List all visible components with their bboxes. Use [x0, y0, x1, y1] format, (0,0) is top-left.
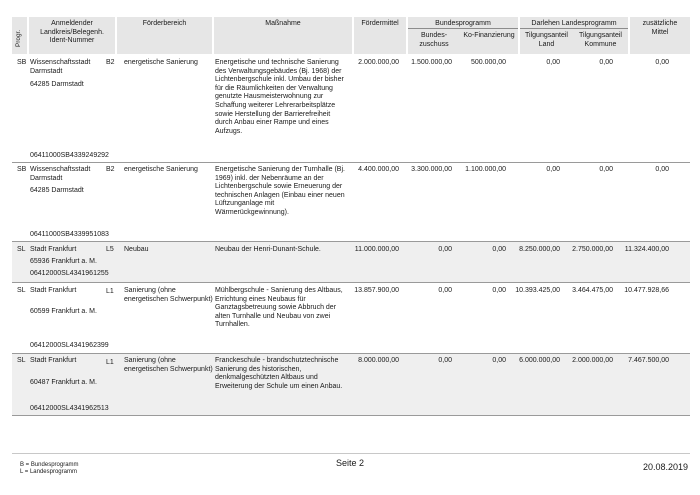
row-measure: Energetische Sanierung der Turnhalle (Bj. 1969) inkl. der Nebenräume an der Lichtenbergschule sowie Erneuerung der technischen Anlagen (Einbau einer neuen Lüftzunganlage mit Wärmerückgewinnung). [215, 166, 345, 216]
row-measure: Energetische und technische Sanierung des Verwaltungsgebäudes (Bj. 1968) der Lichtenbergschule inkl. Umbau der bisher für die Räumlichkeiten der Verwaltung genutzte Hausmeisterwohnung zur Schaffung weiterer Lehrerarbeitsplätze sowie Herstellung der Barrierefreiheit durch Anbau einer Rampe und eines Aufzugs. [215, 59, 344, 135]
header-additional: zusätzliche Mittel [630, 17, 690, 54]
row-federal-grant: 3.300.000,00 [411, 166, 452, 173]
header-applicant: Anmeldender Landkreis/Belegenh. Ident-Nummer [29, 17, 115, 54]
row-code: L5 [106, 246, 114, 253]
table-row [12, 163, 690, 242]
row-area: energetische Sanierung [124, 59, 198, 66]
row-repay-municipality: 0,00 [599, 59, 613, 66]
row-funding: 4.400.000,00 [358, 166, 399, 173]
row-name: Stadt Frankfurt [30, 287, 77, 294]
row-program: SB [17, 59, 27, 66]
row-federal-grant: 0,00 [438, 357, 452, 364]
row-co-financing: 0,00 [492, 287, 506, 294]
header-program: Progr. [12, 17, 27, 54]
row-repay-municipality: 2.750.000,00 [572, 246, 613, 253]
row-repay-state: 10.393.425,00 [515, 287, 560, 294]
row-program: SL [17, 357, 26, 364]
row-code: B2 [106, 166, 115, 173]
row-funding: 13.857.900,00 [354, 287, 399, 294]
row-code: L1 [106, 359, 114, 366]
row-area: Sanierung (ohne energetischen Schwerpunkt) [124, 357, 213, 373]
row-additional: 0,00 [655, 166, 669, 173]
row-ident-number: 06411000SB4339951083 [30, 231, 109, 238]
header-area: Förderbereich [117, 17, 212, 54]
row-area: Sanierung (ohne energetischen Schwerpunkt) [124, 287, 213, 303]
row-location: 64285 Darmstadt [30, 81, 84, 88]
row-co-financing: 0,00 [492, 357, 506, 364]
header-federal-grant: Bundes- zuschuss [408, 29, 460, 54]
row-ident-number: 06412000SL4341962513 [30, 405, 109, 412]
row-program: SL [17, 287, 26, 294]
row-location: 60599 Frankfurt a. M. [30, 308, 97, 315]
row-code: B2 [106, 59, 115, 66]
row-location: 65936 Frankfurt a. M. [30, 258, 97, 265]
row-name: Wissenschaftsstadt Darmstadt [30, 166, 91, 182]
row-additional: 0,00 [655, 59, 669, 66]
row-repay-state: 0,00 [546, 166, 560, 173]
row-federal-grant: 1.500.000,00 [411, 59, 452, 66]
row-co-financing: 1.100.000,00 [465, 166, 506, 173]
row-repay-state: 0,00 [546, 59, 560, 66]
row-repay-municipality: 2.000.000,00 [572, 357, 613, 364]
row-ident-number: 06412000SL4341962399 [30, 342, 109, 349]
header-federal-program: Bundesprogramm [408, 17, 518, 54]
footer-date: 20.08.2019 [642, 462, 688, 472]
header-funding: Fördermittel [354, 17, 406, 54]
row-additional: 7.467.500,00 [628, 357, 669, 364]
row-repay-state: 6.000.000,00 [519, 357, 560, 364]
row-funding: 8.000.000,00 [358, 357, 399, 364]
row-co-financing: 500.000,00 [470, 59, 506, 66]
header-co-financing: Ko-Finanzierung [460, 29, 518, 54]
row-additional: 11.324.400,00 [624, 246, 669, 253]
row-repay-state: 8.250.000,00 [519, 246, 560, 253]
row-area: Neubau [124, 246, 149, 253]
footer-legend: B = Bundesprogramm L = Landesprogramm [20, 462, 79, 476]
table-row [12, 283, 690, 354]
row-location: 64285 Darmstadt [30, 187, 84, 194]
row-program: SB [17, 166, 27, 173]
row-ident-number: 06412000SL4341961255 [30, 270, 109, 277]
row-measure: Franckeschule - brandschutztechnische Sanierung des historischen, denkmalgeschützten Altbaus und Erweiterung der Schule um einen Anbau. [215, 357, 343, 390]
row-co-financing: 0,00 [492, 246, 506, 253]
row-code: L1 [106, 288, 114, 295]
row-federal-grant: 0,00 [438, 287, 452, 294]
header-loan-program: Darlehen Landesprogramm [520, 17, 628, 54]
row-additional: 10.477.928,66 [624, 287, 669, 294]
page-number: Seite 2 [335, 458, 365, 468]
header-repay-municipality: Tilgungsanteil Kommune [573, 29, 628, 54]
row-measure: Neubau der Henri-Dunant-Schule. [215, 246, 321, 253]
row-funding: 11.000.000,00 [354, 246, 399, 253]
row-name: Wissenschaftsstadt Darmstadt [30, 59, 91, 75]
table-header [12, 17, 690, 54]
header-measure: Maßnahme [214, 17, 352, 54]
row-name: Stadt Frankfurt [30, 246, 77, 253]
table-row [12, 354, 690, 416]
table-row [12, 56, 690, 163]
row-location: 60487 Frankfurt a. M. [30, 379, 97, 386]
row-funding: 2.000.000,00 [358, 59, 399, 66]
header-repay-state: Tilgungsanteil Land [520, 29, 573, 54]
row-repay-municipality: 0,00 [599, 166, 613, 173]
row-federal-grant: 0,00 [438, 246, 452, 253]
row-measure: Mühlbergschule - Sanierung des Altbaus, Errichtung eines Neubaus für Ganztagsbetreuung sowie Abbruch der alten Turnhalle und Neubau von zwei Turnhallen. [215, 287, 343, 329]
row-repay-municipality: 3.464.475,00 [572, 287, 613, 294]
row-area: energetische Sanierung [124, 166, 198, 173]
row-program: SL [17, 246, 26, 253]
table-row [12, 242, 690, 283]
row-ident-number: 06411000SB4339249292 [30, 152, 109, 159]
row-name: Stadt Frankfurt [30, 357, 77, 364]
footer-rule [12, 453, 690, 454]
